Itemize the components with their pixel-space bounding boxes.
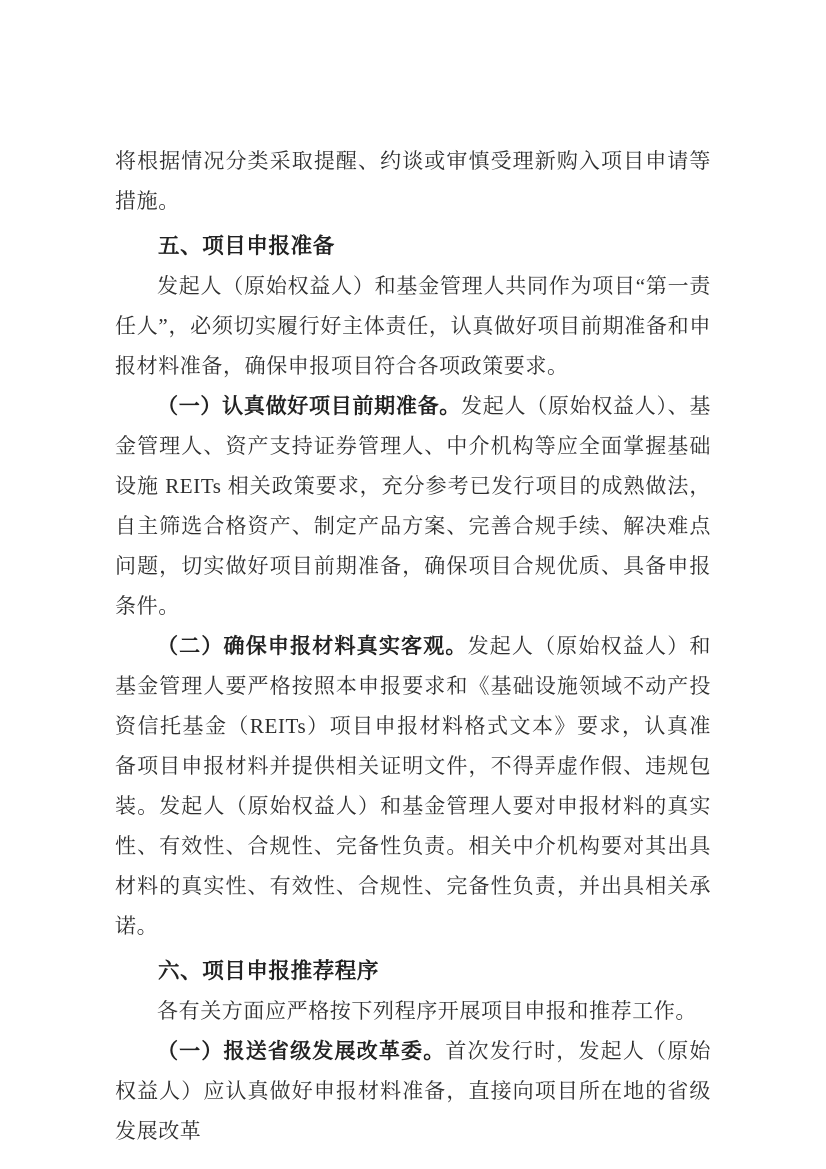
text-run: 发起人（原始权益人）、基金管理人、资产支持证券管理人、中介机构等应全面掌握基础设施 REITs 相关政策要求，充分参考已发行项目的成熟做法，自主筛选合格资产、制定产品方案、完善合规手续、解决难点问题，切实做好项目前期准备，确保项目合规优质、具备申报条件。 [115,394,712,618]
text-run: 发起人（原始权益人）和基金管理人共同作为项目“第一责任人”，必须切实履行好主体责任，认真做好项目前期准备和申报材料准备，确保申报项目符合各项政策要求。 [115,274,711,378]
text-run: 发起人（原始权益人）和基金管理人要严格按照本申报要求和《基础设施领域不动产投资信托基金（REITs）项目申报材料格式文本》要求，认真准备项目申报材料并提供相关证明文件，不得弄虚作假、违规包装。发起人（原始权益人）和基金管理人要对申报材料的真实性、有效性、合规性、完备性负责。相关中介机构要对其出具材料的真实性、有效性、合规性、完备性负责，并出具相关承诺。 [115,634,711,938]
body-paragraph [115,626,711,946]
section-heading [115,226,711,266]
bold-lead-run: （一）认真做好项目前期准备。 [157,394,462,418]
body-paragraph [115,141,711,221]
text-run: 将根据情况分类采取提醒、约谈或审慎受理新购入项目申请等措施。 [115,149,711,213]
body-paragraph [115,266,711,386]
bold-lead-run: （一）报送省级发展改革委。 [157,1039,446,1063]
text-run: 各有关方面应严格按下列程序开展项目申报和推荐工作。 [157,999,697,1023]
body-paragraph [115,991,711,1031]
body-paragraph [115,386,711,626]
document-content [115,141,711,1151]
text-run: 首次发行时，发起人（原始权益人）应认真做好申报材料准备，直接向项目所在地的省级发展改革 [115,1039,711,1143]
bold-lead-run: （二）确保申报材料真实客观。 [157,634,468,658]
section-heading [115,951,711,991]
body-paragraph [115,1031,711,1151]
heading-text: 六、项目申报推荐程序 [158,959,380,983]
heading-text: 五、项目申报准备 [158,234,335,258]
